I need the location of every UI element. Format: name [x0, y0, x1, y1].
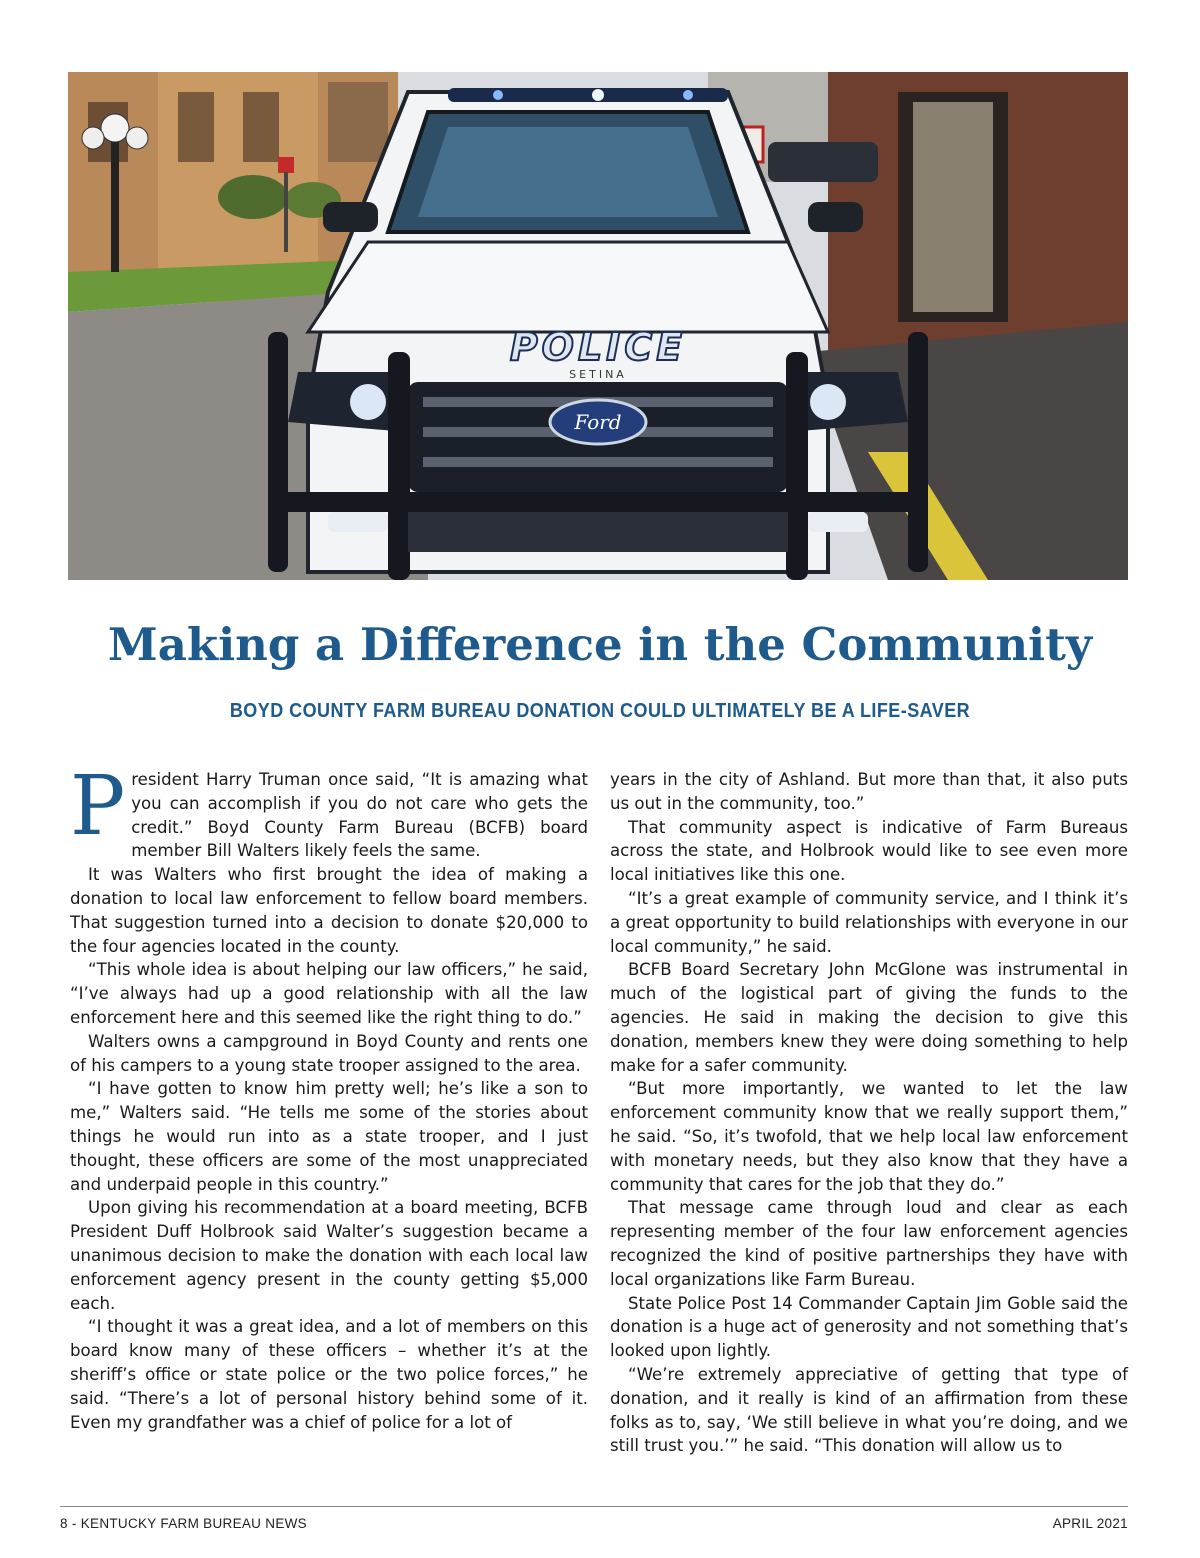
article-paragraph: President Harry Truman once said, “It is amazing what you can accomplish if you do not care who gets the credit.” Boyd County Farm Bureau (BCFB) board member Bill Walters likely feels the same. — [70, 759, 588, 861]
footer-divider — [60, 1506, 1128, 1507]
push-bar-brand-text: SETINA — [569, 368, 627, 381]
page-title: Making a Difference in the Community — [107, 618, 1093, 671]
drop-cap-letter: P — [70, 759, 126, 854]
article-paragraph: That message came through loud and clear as each representing member of the four law enforcement agencies recognized the kind of positive partnerships they have with local organizations like Farm Bureau. — [610, 1198, 1128, 1289]
article-paragraph: BCFB Board Secretary John McGlone was instrumental in much of the logistical part of giving the funds to the agencies. He said in making the decision to give this donation, members knew they were doing something to help make for a safer community. — [610, 960, 1128, 1075]
police-suv-illustration — [68, 72, 1128, 580]
article-paragraph: years in the city of Ashland. But more than that, it also puts us out in the community, too.” — [610, 770, 1128, 813]
article-paragraph: Walters owns a campground in Boyd County and rents one of his campers to a young state trooper assigned to the area. — [70, 1031, 588, 1075]
article-paragraph: “We’re extremely appreciative of getting that type of donation, and it really is kind of an affirmation from these folks as to, say, ‘We still believe in what you’re doing, and we still trust you.’” he said. “This donation will allow us to — [610, 1364, 1128, 1456]
article-paragraph: It was Walters who first brought the idea of making a donation to local law enforcement to fellow board members. That suggestion turned into a decision to donate $20,000 to the four agencies located in the county. — [70, 865, 588, 956]
vehicle-logo-text: Ford — [574, 410, 622, 434]
police-vehicle-photo — [68, 72, 1128, 580]
article-paragraph: “It’s a great example of community service, and I think it’s a great opportunity to build relationships with everyone in our local community,” he said. — [610, 888, 1128, 956]
article-paragraph: State Police Post 14 Commander Captain Jim Goble said the donation is a huge act of generosity and not something that’s looked upon lightly. — [610, 1293, 1128, 1361]
article-column-right — [610, 768, 1128, 1458]
article-column-left — [70, 759, 588, 1434]
article-paragraph: “But more importantly, we wanted to let the law enforcement community know that we really support them,” he said. “So, it’s twofold, that we help local law enforcement with monetary needs, but they also know that they have a community that cares for the job that they do.” — [610, 1079, 1128, 1194]
article-paragraph: Upon giving his recommendation at a board meeting, BCFB President Duff Holbrook said Walter’s suggestion became a unanimous decision to make the donation with each local law enforcement agency present in the county getting $5,000 each. — [70, 1198, 588, 1313]
article-paragraph: “This whole idea is about helping our law officers,” he said, “I’ve always had up a good relationship with all the law enforcement here and this seemed like the right thing to do.” — [70, 960, 588, 1027]
footer-publication: 8 - KENTUCKY FARM BUREAU NEWS — [60, 1516, 307, 1531]
footer-issue-date: APRIL 2021 — [1052, 1516, 1128, 1531]
police-badge-text: POLICE — [509, 325, 687, 369]
article-paragraph: That community aspect is indicative of Farm Bureaus across the state, and Holbrook would like to see even more local initiatives like this one. — [610, 817, 1128, 885]
article-paragraph: “I thought it was a great idea, and a lot of members on this board know many of these officers – whether it’s at the sheriff’s office or state police or the two police forces,” he said. “There’s a lot of personal history behind some of it. Even my grandfather was a chief of police for a lot of — [70, 1317, 588, 1432]
article-subheading: BOYD COUNTY FARM BUREAU DONATION COULD ULTIMATELY BE A LIFE-SAVER — [229, 700, 971, 722]
article-paragraph: “I have gotten to know him pretty well; he’s like a son to me,” Walters said. “He tells me some of the stories about things he would run into as a state trooper, and I just thought, these officers are some of the most unappreciated and underpaid people in this country.” — [70, 1079, 588, 1194]
